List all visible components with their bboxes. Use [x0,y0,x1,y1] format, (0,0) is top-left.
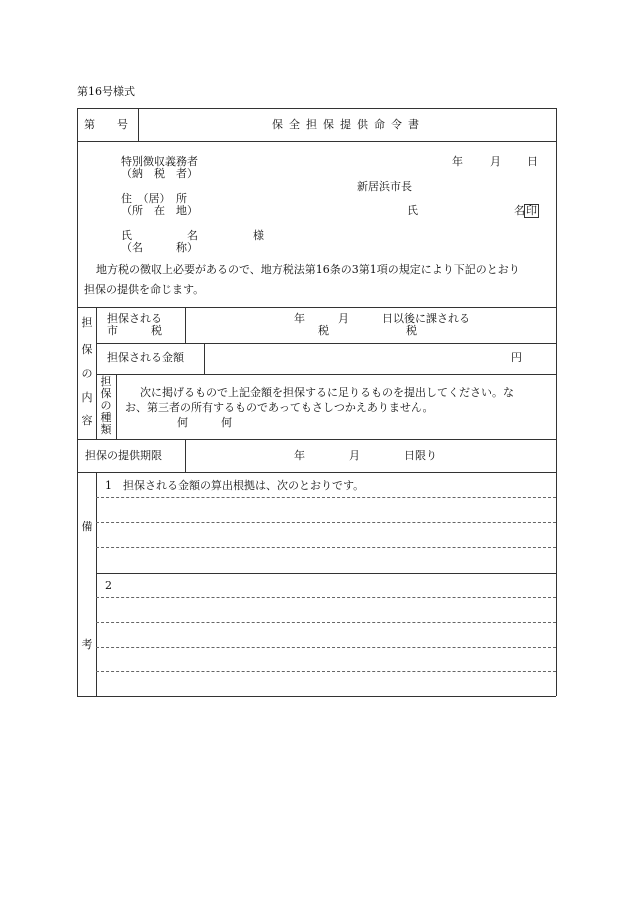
remarks-line [96,547,556,548]
remarks-item-2: 2 [105,579,112,592]
document-number-label: 第 号 [84,118,128,131]
tax-type-text: 税 税 [318,324,417,337]
frame-right [556,108,557,696]
type-text-line1: 次に掲げるもので上記金額を担保するに足りるものを提出してください。な [140,386,514,399]
document-title: 保全担保提供命令書 [272,118,425,131]
amount-row-divider [204,343,205,374]
tax-row-bottom-line [96,343,556,344]
remarks-line [96,522,556,523]
remarks-label-bottom: 考 [81,638,93,651]
frame-top [77,108,556,109]
type-row-divider [116,374,117,439]
frame-bottom [77,696,556,697]
issuer-name-mei: 名 [514,204,525,217]
issue-date-month: 月 [490,155,501,168]
issuer-name-shi: 氏 [407,204,418,217]
type-label-char-4: 種 [100,411,112,424]
amount-unit: 円 [511,351,522,364]
amount-label: 担保される金額 [107,351,184,364]
addressee-role: 特別徴収義務者 [121,155,198,168]
amount-row-bottom-line [96,374,556,375]
period-divider [185,439,186,472]
period-bottom-line [77,472,556,473]
content-side-char-1: 担 [81,316,93,329]
remarks-line [96,647,556,648]
address-label: 住 （居） 所 [121,192,187,205]
form-number: 第16号様式 [77,85,135,98]
address-label-sub: （所 在 地） [121,204,198,217]
remarks-item-1: 1 担保される金額の算出根拠は、次のとおりです。 [105,479,365,492]
remarks-divider [96,472,97,696]
period-label: 担保の提供期限 [85,449,162,462]
content-side-char-5: 容 [81,414,93,427]
content-side-char-4: 内 [81,391,93,404]
type-label-char-3: の [100,399,112,412]
content-side-char-2: 保 [81,343,93,356]
issuer-mayor: 新居浜市長 [357,180,412,193]
remarks-section-line [96,573,556,574]
remarks-line [96,497,556,498]
remarks-line [96,597,556,598]
period-value: 年 月 日限り [294,449,437,462]
header-bottom-line [77,141,556,142]
tax-row-divider [185,307,186,343]
type-label-char-1: 担 [100,375,112,388]
content-side-divider [96,307,97,439]
issue-date-year: 年 [452,155,463,168]
frame-left [77,108,78,696]
seal-mark: 印 [526,204,537,217]
period-top-line [77,439,556,440]
header-divider [138,108,139,141]
content-side-char-3: の [81,367,93,380]
type-label-char-2: 保 [100,387,112,400]
type-text-line3: 何 何 [177,416,232,429]
tax-label: 担保される [107,312,162,325]
type-text-line2: お、第三者の所有するものであってもさしつかえありません。 [125,401,434,414]
content-top-line [77,307,556,308]
type-label-char-5: 類 [100,423,112,436]
issue-date-day: 日 [527,155,538,168]
body-text-line2: 担保の提供を命じます。 [84,283,205,296]
tax-date-text: 年 月 日以後に課される [294,312,470,325]
remarks-label-top: 備 [81,520,93,533]
remarks-line [96,622,556,623]
addressee-name-label: 氏 名 様 [121,229,264,242]
remarks-line [96,671,556,672]
addressee-role-sub: （納 税 者） [121,167,198,180]
tax-label-sub: 市 税 [107,324,162,337]
addressee-name-sub: （名 称） [121,241,198,254]
body-text-line1: 地方税の徴収上必要があるので、地方税法第16条の3第1項の規定により下記のとおり [96,263,520,276]
